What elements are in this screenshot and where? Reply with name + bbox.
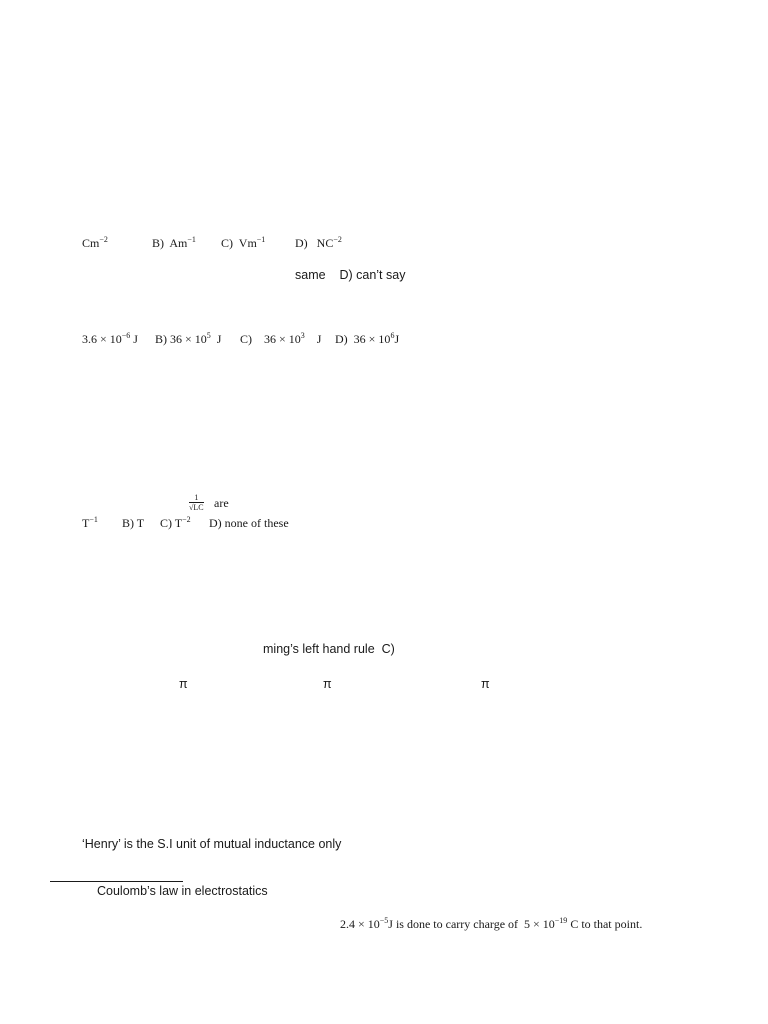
- footnote-text: Coulomb’s law in electrostatics: [97, 884, 268, 898]
- lc-option-a: $T^{-1}$: [82, 515, 98, 530]
- option-d: D) $NC^{-2}$: [295, 235, 342, 250]
- lc-option-c: C) $T^{-2}$: [160, 515, 191, 530]
- energy-options-line: [82, 332, 482, 350]
- same-cant-say-line: same D) can’t say: [295, 268, 406, 282]
- lc-option-b: B) T: [122, 516, 145, 530]
- energy-option-b: B) $36 \times 10^5$ J: [155, 331, 234, 346]
- lc-options-line: [82, 516, 382, 534]
- option-c: C) $Vm^{-1}$: [221, 235, 266, 250]
- work-done-line: $2.4 \times 10^{-5}J$ is done to carry charge of $5 \times 10^{-19}$ C to that point.: [340, 916, 643, 931]
- are-text: are: [214, 496, 229, 510]
- energy-option-c: C) $36 \times 10^3$ J: [240, 331, 328, 346]
- pi-symbol-2: π: [323, 677, 332, 691]
- footnote-separator: [50, 881, 183, 882]
- energy-option-d: D) $36 \times 10^6J$: [335, 331, 400, 346]
- one-over-root-lc-fraction: $\frac{1}{√LC}$: [189, 493, 204, 512]
- henry-statement: ‘Henry’ is the S.I unit of mutual inductance only: [82, 837, 342, 851]
- fleming-rule-line: ming’s left hand rule C): [263, 642, 395, 656]
- pi-symbol-1: π: [179, 677, 188, 691]
- energy-option-a: $3.6 \times 10^{-6}$ J: [82, 331, 144, 346]
- lc-option-d: D) none of these: [209, 516, 289, 530]
- units-options-line: [82, 236, 482, 254]
- pi-symbol-3: π: [481, 677, 490, 691]
- option-b: B) $Am^{-1}$: [152, 235, 196, 250]
- option-a: $Cm^{-2}$: [82, 235, 108, 250]
